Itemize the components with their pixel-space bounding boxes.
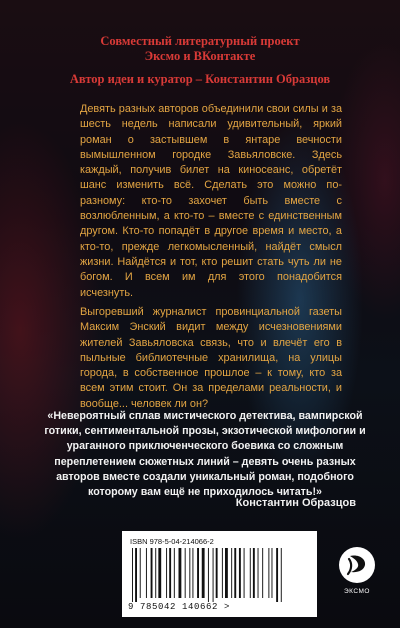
eksmo-logo-icon bbox=[337, 545, 377, 585]
barcode-bar bbox=[268, 548, 269, 598]
barcode-bar bbox=[192, 548, 193, 598]
barcode-bars bbox=[126, 548, 313, 602]
barcode-bar bbox=[253, 548, 255, 598]
barcode-digits: 9 785042 140662 > bbox=[128, 602, 231, 612]
barcode-bar bbox=[174, 548, 175, 598]
barcode-bar bbox=[146, 548, 147, 598]
isbn-label: ISBN 978-5-04-214066-2 bbox=[130, 537, 214, 546]
barcode-bar bbox=[231, 548, 232, 598]
barcode-bar bbox=[276, 548, 278, 602]
barcode-bar bbox=[151, 548, 153, 598]
barcode-bar bbox=[158, 548, 161, 598]
barcode bbox=[122, 531, 317, 617]
quote-author: Константин Образцов bbox=[235, 497, 356, 509]
review-quote: «Невероятный сплав мистического детектива, вампирской готики, сентиментальной прозы, экзотической мифологии и ураганного приключенческого боевика со сложным переплетением сюжетных линий – девять очень разных авторов вместе создали уникальный роман, подобного которому вам ещё не приходилось читать!» bbox=[44, 410, 366, 499]
barcode-bar bbox=[197, 548, 199, 598]
barcode-bar bbox=[281, 548, 282, 602]
description-paragraph-2: Выгоревший журналист провинциальной газеты Максим Энский видит между исчезновениями жителей Завьяловска связь, что и влечёт его в пыльные библиотечные хранилища, на улицы города, в собственное прошлое – к тому, кто за всем этим стоит. Он за пределами реальности, и вообще... человек ли он? bbox=[80, 306, 342, 410]
project-title-line-1: Совместный литературный проект bbox=[100, 34, 300, 48]
barcode-bar bbox=[132, 548, 133, 602]
barcode-bar bbox=[166, 548, 167, 598]
barcode-bar bbox=[169, 548, 171, 598]
barcode-bar bbox=[239, 548, 241, 598]
barcode-bar bbox=[135, 548, 137, 602]
header bbox=[0, 34, 400, 87]
project-title-line-2: Эксмо и ВКонтакте bbox=[144, 49, 256, 63]
barcode-bar bbox=[189, 548, 190, 598]
barcode-bar bbox=[234, 548, 236, 598]
barcode-bar bbox=[179, 548, 182, 598]
barcode-bar bbox=[244, 548, 245, 598]
barcode-bar bbox=[213, 548, 214, 602]
barcode-bar bbox=[262, 548, 263, 598]
publisher-name: ЭКСМО bbox=[344, 588, 370, 595]
barcode-bar bbox=[140, 548, 141, 598]
barcode-bar bbox=[225, 548, 228, 598]
publisher-logo bbox=[337, 545, 377, 595]
barcode-bar bbox=[258, 548, 259, 598]
barcode-bar bbox=[272, 548, 273, 598]
barcode-bar bbox=[250, 548, 251, 598]
barcode-bar bbox=[155, 548, 156, 598]
barcode-bar bbox=[202, 548, 205, 598]
barcode-bar bbox=[222, 548, 223, 598]
barcode-bar bbox=[208, 548, 209, 602]
barcode-bar bbox=[185, 548, 186, 598]
curator-line: Автор идеи и куратор – Константин Образцов bbox=[69, 72, 331, 86]
barcode-bar bbox=[216, 548, 218, 598]
description-paragraph-1: Девять разных авторов объединили свои силы и за шесть недель написали удивительный, яркий роман о застывшем в янтаре вечности вымышленном городке Завьяловске. Здесь каждый, получив билет на киносеанс, обретёт шанс изменить всё. Сделать это можно по-разному: кто-то захочет быть вместе с возлюбленным, а кто-то – вместе с единственным другом. Кто-то попадёт в другое время и место, а кто-то, прежде легкомысленный, найдёт смысл жизни. Найдётся и тот, кто решит стать чуть ли не богом. И всем им для этого понадобится исчезнуть. bbox=[80, 103, 342, 299]
